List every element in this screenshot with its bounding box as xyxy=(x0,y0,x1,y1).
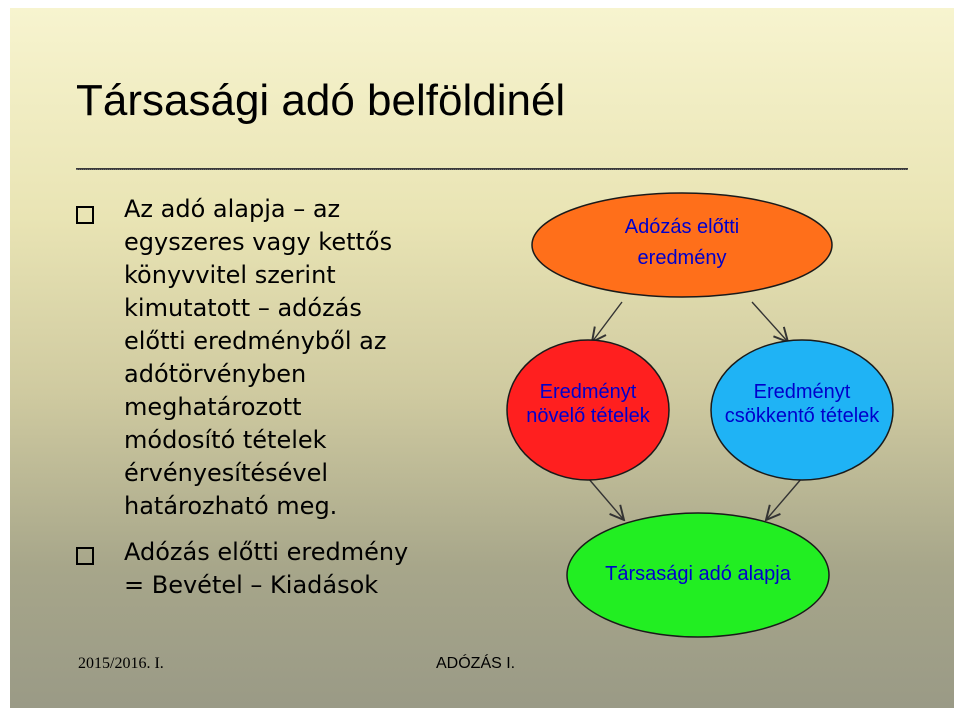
pretax-result-label-1: Adózás előtti xyxy=(624,216,740,238)
bullet-2-line: = Bevétel – Kiadások xyxy=(124,571,379,599)
arrow-left-to-bottom xyxy=(588,478,624,520)
decreasing-items-label-2: csökkentő tételek xyxy=(724,405,880,427)
bullet-1-line: Az adó alapja – az xyxy=(124,195,341,223)
bullet-1-line: meghatározott xyxy=(124,393,302,421)
bullet-1-line: egyszeres vagy kettős xyxy=(124,228,393,256)
increasing-items-label-1: Eredményt xyxy=(539,381,637,403)
bullet-1-line: adótörvényben xyxy=(124,360,307,388)
pretax-result-label-2: eredmény xyxy=(637,247,727,269)
bullet-1-line: kimutatott – adózás xyxy=(124,294,362,322)
arrow-top-to-right xyxy=(752,302,788,342)
bullet-1-line: előtti eredményből az xyxy=(124,327,387,355)
tax-base-diagram xyxy=(10,8,954,708)
slide-title: Társasági adó belföldinél xyxy=(76,76,566,125)
pretax-result-ellipse xyxy=(532,193,832,297)
footer-course: ADÓZÁS I. xyxy=(436,655,516,672)
slide xyxy=(10,8,954,708)
bullet-1-line: érvényesítésével xyxy=(124,459,329,487)
bullet-1-line: határozható meg. xyxy=(124,492,338,520)
tax-base-label: Társasági adó alapja xyxy=(605,563,791,585)
decreasing-items-label-1: Eredményt xyxy=(753,381,851,403)
bullet-1-line: könyvvitel szerint xyxy=(124,261,336,289)
increasing-items-label-2: növelő tételek xyxy=(526,405,650,427)
bullet-2-line: Adózás előtti eredmény xyxy=(124,538,409,566)
bullet-1-line: módosító tételek xyxy=(124,426,327,454)
arrow-top-to-left xyxy=(592,302,622,342)
footer-semester: 2015/2016. I. xyxy=(78,655,164,672)
arrow-right-to-bottom xyxy=(766,478,802,520)
